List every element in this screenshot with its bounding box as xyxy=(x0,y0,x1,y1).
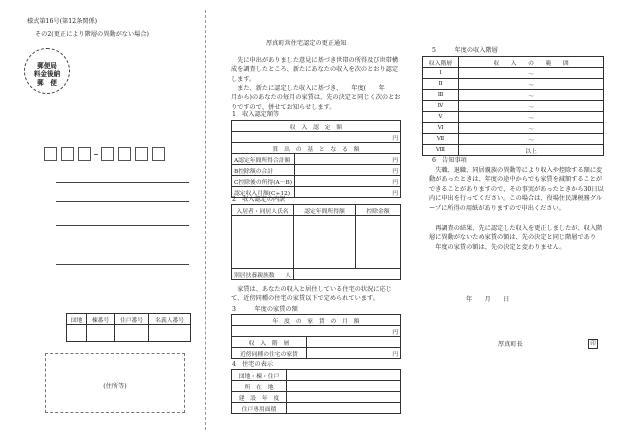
dependents-value[interactable] xyxy=(294,269,401,280)
issue-date: 年 月 日 xyxy=(466,296,510,303)
tier-7-range: ～ xyxy=(459,134,604,145)
notice-title: 厚真町営住宅認定の更正通知 xyxy=(266,40,347,47)
cell-unit[interactable] xyxy=(114,325,149,342)
tier-7-level: Ⅶ xyxy=(423,134,459,145)
row-b-label: B控除額の合計 xyxy=(232,165,295,176)
issuer-name: 厚真町長 xyxy=(498,341,523,348)
address-line[interactable] xyxy=(56,264,189,265)
housing-row-4-label: 住戸専用面積 xyxy=(232,403,287,414)
housing-row-3-label: 建 設 年 度 xyxy=(232,392,287,403)
row-c-value[interactable]: 円 xyxy=(294,176,400,187)
postal-code-box[interactable] xyxy=(61,147,74,161)
form-number: 様式第16号(第12条関係) xyxy=(27,18,98,25)
official-seal xyxy=(588,339,598,349)
housing-row-4-value[interactable] xyxy=(287,403,401,414)
rent-head: 年 度 の 家 賃 の 月 額 xyxy=(232,315,401,326)
rent-para: 家賃は、あなたの収入と居住している住宅の状況に応じて、近傍同種の住宅の家賃以下で定められています。 xyxy=(231,286,392,303)
postal-code-box[interactable] xyxy=(118,147,131,161)
tier-2-level: Ⅱ xyxy=(423,79,459,90)
section-3-title: 3 年度の家賃の額 xyxy=(232,306,298,313)
notice-para-1: 先に申出がありました意見に基づき世帯の所得及び世帯構成を調査したところ、新たにあなたの収入を次のとおり認定します。 xyxy=(231,57,399,83)
income-tier-table xyxy=(422,56,604,156)
row-a-label: A認定年間所得合計額 xyxy=(232,154,295,165)
housing-row-1-value[interactable] xyxy=(287,370,401,381)
rent-nearby-label: 近傍同種の住宅の家賃 xyxy=(232,348,307,359)
housing-row-2-label: 所 在 地 xyxy=(232,381,287,392)
income-breakdown-table xyxy=(231,204,401,280)
postal-code-box[interactable] xyxy=(101,147,114,161)
cell-holder[interactable] xyxy=(149,325,191,342)
postal-code-box[interactable] xyxy=(152,147,165,161)
breakdown-incomes[interactable] xyxy=(294,216,356,269)
breakdown-head-income: 認定年間所得額 xyxy=(294,205,356,216)
notice-item-1: 失職、退職、同居親族の異動等により収入や控除する額に変動があったときは、年度の途中からでも家賃を減額することができることがありますので、その事実があったときから30日以内に申出を行ってください。この場合は、役場住民課税務グループに所得の用紙がありますので申出ください。 xyxy=(429,167,604,212)
tier-5-range: ～ xyxy=(459,112,604,123)
address-line[interactable] xyxy=(56,225,189,226)
form-subtitle: その2(更正により階層の異動がない場合) xyxy=(35,31,149,38)
address-window xyxy=(45,353,185,413)
basis-head: 算 出 の 基 と な る 額 xyxy=(232,143,401,154)
header-danchi: 団地 xyxy=(67,314,87,325)
stamp-line-2: 料金後納 xyxy=(33,70,61,78)
breakdown-names[interactable] xyxy=(232,216,294,269)
cell-bldg[interactable] xyxy=(87,325,114,342)
address-code-table xyxy=(66,313,191,342)
notice-item-2: 再調査の結果、先に認定した収入を更正しましたが、収入階層に異動がないため家賃の額は、先の決定と同じ階層であり xyxy=(429,225,603,242)
row-b-value[interactable]: 円 xyxy=(294,165,400,176)
tier-4-range: ～ xyxy=(459,101,604,112)
row-d-value[interactable]: 円 xyxy=(294,187,400,198)
tier-1-range: ～ xyxy=(459,68,604,79)
tier-head-range: 収 入 の 範 囲 xyxy=(459,57,604,68)
tier-4-level: Ⅳ xyxy=(423,101,459,112)
section-2-title: 2 収入認定の内訳 xyxy=(232,196,286,203)
tier-6-range: ～ xyxy=(459,123,604,134)
section-4-title: 4 住宅の表示 xyxy=(232,361,274,368)
stamp-line-3: 郵 便 xyxy=(37,79,57,87)
section-1-title: 1 収入認定額等 xyxy=(232,111,280,118)
row-a-value[interactable]: 円 xyxy=(294,154,400,165)
rent-yen[interactable]: 円 xyxy=(232,326,401,337)
postal-code-box[interactable] xyxy=(44,147,57,161)
breakdown-deducts[interactable] xyxy=(356,216,401,269)
section-6-title: 6 告知事項 xyxy=(432,157,467,164)
tier-head-level: 収入階層 xyxy=(423,57,459,68)
header-bldg: 棟番号 xyxy=(87,314,114,325)
dependents-label: 別居扶養親族数 人 xyxy=(232,269,294,280)
rent-nearby-value[interactable]: 円 xyxy=(307,348,401,359)
housing-row-3-value[interactable] xyxy=(287,392,401,403)
row-c-label: C控除後の所得(A－B) xyxy=(232,176,295,187)
header-unit: 住戸番号 xyxy=(114,314,149,325)
tier-3-level: Ⅲ xyxy=(423,90,459,101)
postal-code-box[interactable] xyxy=(135,147,148,161)
rent-tier-label: 収 入 階 層 xyxy=(232,337,307,348)
fold-line xyxy=(205,10,206,430)
seal-char: 印 xyxy=(590,341,596,347)
cell-danchi[interactable] xyxy=(67,325,87,342)
postage-stamp xyxy=(24,48,70,94)
address-line[interactable] xyxy=(56,201,189,202)
postal-code-dash xyxy=(94,154,98,155)
stamp-line-1: 郵便局 xyxy=(37,62,57,70)
address-line[interactable] xyxy=(56,182,189,183)
tier-2-range: ～ xyxy=(459,79,604,90)
breakdown-head-name: 入居者・同居人氏名 xyxy=(232,205,294,216)
housing-row-1-label: 団地・棟・住戸 xyxy=(232,370,287,381)
tier-1-level: Ⅰ xyxy=(423,68,459,79)
housing-row-2-value[interactable] xyxy=(287,381,401,392)
housing-table xyxy=(231,369,401,414)
income-yen[interactable]: 円 xyxy=(232,132,401,143)
row-d-label: 認定収入月額(C÷12) xyxy=(232,187,295,198)
rent-table xyxy=(231,314,401,359)
section-5-title: 5 年度の収入階層 xyxy=(432,47,498,54)
breakdown-head-deduct: 控除金額 xyxy=(356,205,401,216)
postal-code-box[interactable] xyxy=(78,147,91,161)
income-amount-table xyxy=(231,120,401,198)
header-holder: 名義人番号 xyxy=(149,314,191,325)
notice-item-3: 年度の家賃の額は、先の決定と変わりません。 xyxy=(435,244,566,251)
income-head: 収 入 認 定 額 xyxy=(232,121,401,132)
tier-6-level: Ⅵ xyxy=(423,123,459,134)
notice-para-2: また、新たに認定した収入に基づき、 年度( 年 月から)のあなたの毎月の家賃は、先の決定と同じく次のとおりですので、併せてお知らせします。 xyxy=(231,85,401,111)
tier-8-range: 以上 xyxy=(459,145,604,156)
tier-8-level: Ⅷ xyxy=(423,145,459,156)
rent-tier-value[interactable] xyxy=(307,337,401,348)
address-window-label: (住所等) xyxy=(103,383,127,390)
tier-5-level: Ⅴ xyxy=(423,112,459,123)
tier-3-range: ～ xyxy=(459,90,604,101)
